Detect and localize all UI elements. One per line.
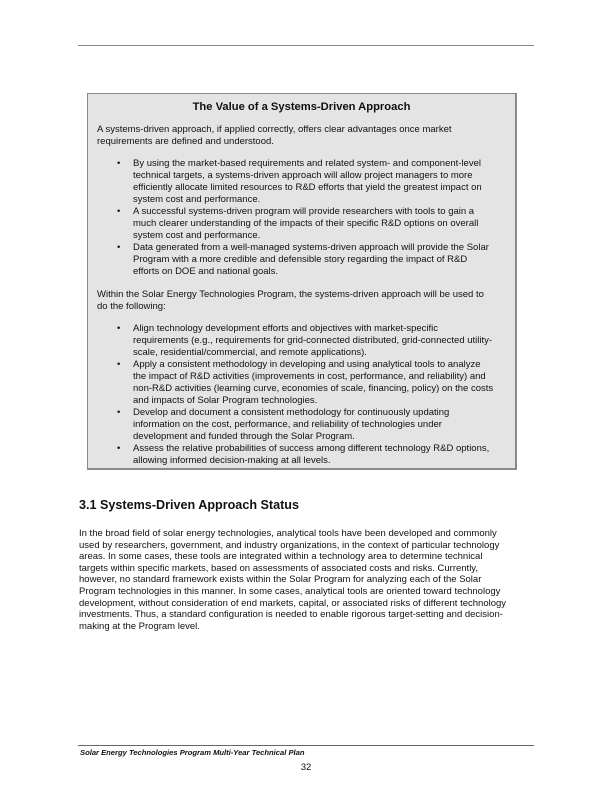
- bullet-list-2: [97, 323, 506, 467]
- section-body: In the broad field of solar energy technologies, analytical tools have been developed and commonly used by researchers, government, and industry organizations, in the context of particular technology areas. In some cases, these tools are integrated within a technology area to determine technical targets within specific markets, based on assessments of associated costs and risks. Currently, however, no standard framework exists within the Solar Program for analyzing each of the Solar Program technologies in this manner. In some cases, analytical tools are oriented toward technology development, without consideration of end markets, capital, or associated risks of different technology investments. Thus, a standard configuration is needed to enable rigorous target-setting and decision- making at the Program level.: [79, 528, 507, 632]
- section-heading: 3.1 Systems-Driven Approach Status: [79, 498, 299, 512]
- list-item: • A successful systems-driven program will provide researchers with tools to gain a much clearer understanding of the impacts of their specific R&D options on overall system cost and performance.: [97, 206, 506, 242]
- bullet-list-1: [97, 158, 506, 278]
- box-intro: A systems-driven approach, if applied correctly, offers clear advantages once market requirements are defined and understood.: [97, 124, 452, 147]
- box-intro-2: Within the Solar Energy Technologies Program, the systems-driven approach will be used to do the following:: [97, 289, 484, 312]
- footer-title: Solar Energy Technologies Program Multi-Year Technical Plan: [80, 748, 305, 757]
- list-item: • By using the market-based requirements and related system- and component-level technical targets, a systems-driven approach will allow project managers to more efficiently allocate limited resources to R&D efforts that yield the greatest impact on system cost and performance.: [97, 158, 506, 206]
- page-number: 32: [300, 762, 312, 773]
- sidebar-box: [87, 93, 517, 470]
- list-item: • Data generated from a well-managed systems-driven approach will provide the Solar Program with a more credible and defensible story regarding the impact of R&D efforts on DOE and national goals.: [97, 242, 506, 278]
- box-title: The Value of a Systems-Driven Approach: [192, 101, 411, 113]
- list-item: • Align technology development efforts and objectives with market-specific requirements (e.g., requirements for grid-connected distributed, grid-connected utility- scale, residential/commercial, and remote applications).: [97, 323, 506, 359]
- list-item: • Apply a consistent methodology in developing and using analytical tools to analyze the impact of R&D activities (improvements in cost, performance, and reliability) and non-R&D activities (learning curve, economies of scale, financing, policy) on the costs and impacts of Solar Program technologies.: [97, 359, 506, 407]
- footer-rule: [78, 745, 534, 746]
- list-item: • Assess the relative probabilities of success among different technology R&D options, allowing informed decision-making at all levels.: [97, 443, 506, 467]
- header-rule: [78, 45, 534, 46]
- list-item: • Develop and document a consistent methodology for continuously updating information on the cost, performance, and reliability of technologies under development and funded through the Solar Program.: [97, 407, 506, 443]
